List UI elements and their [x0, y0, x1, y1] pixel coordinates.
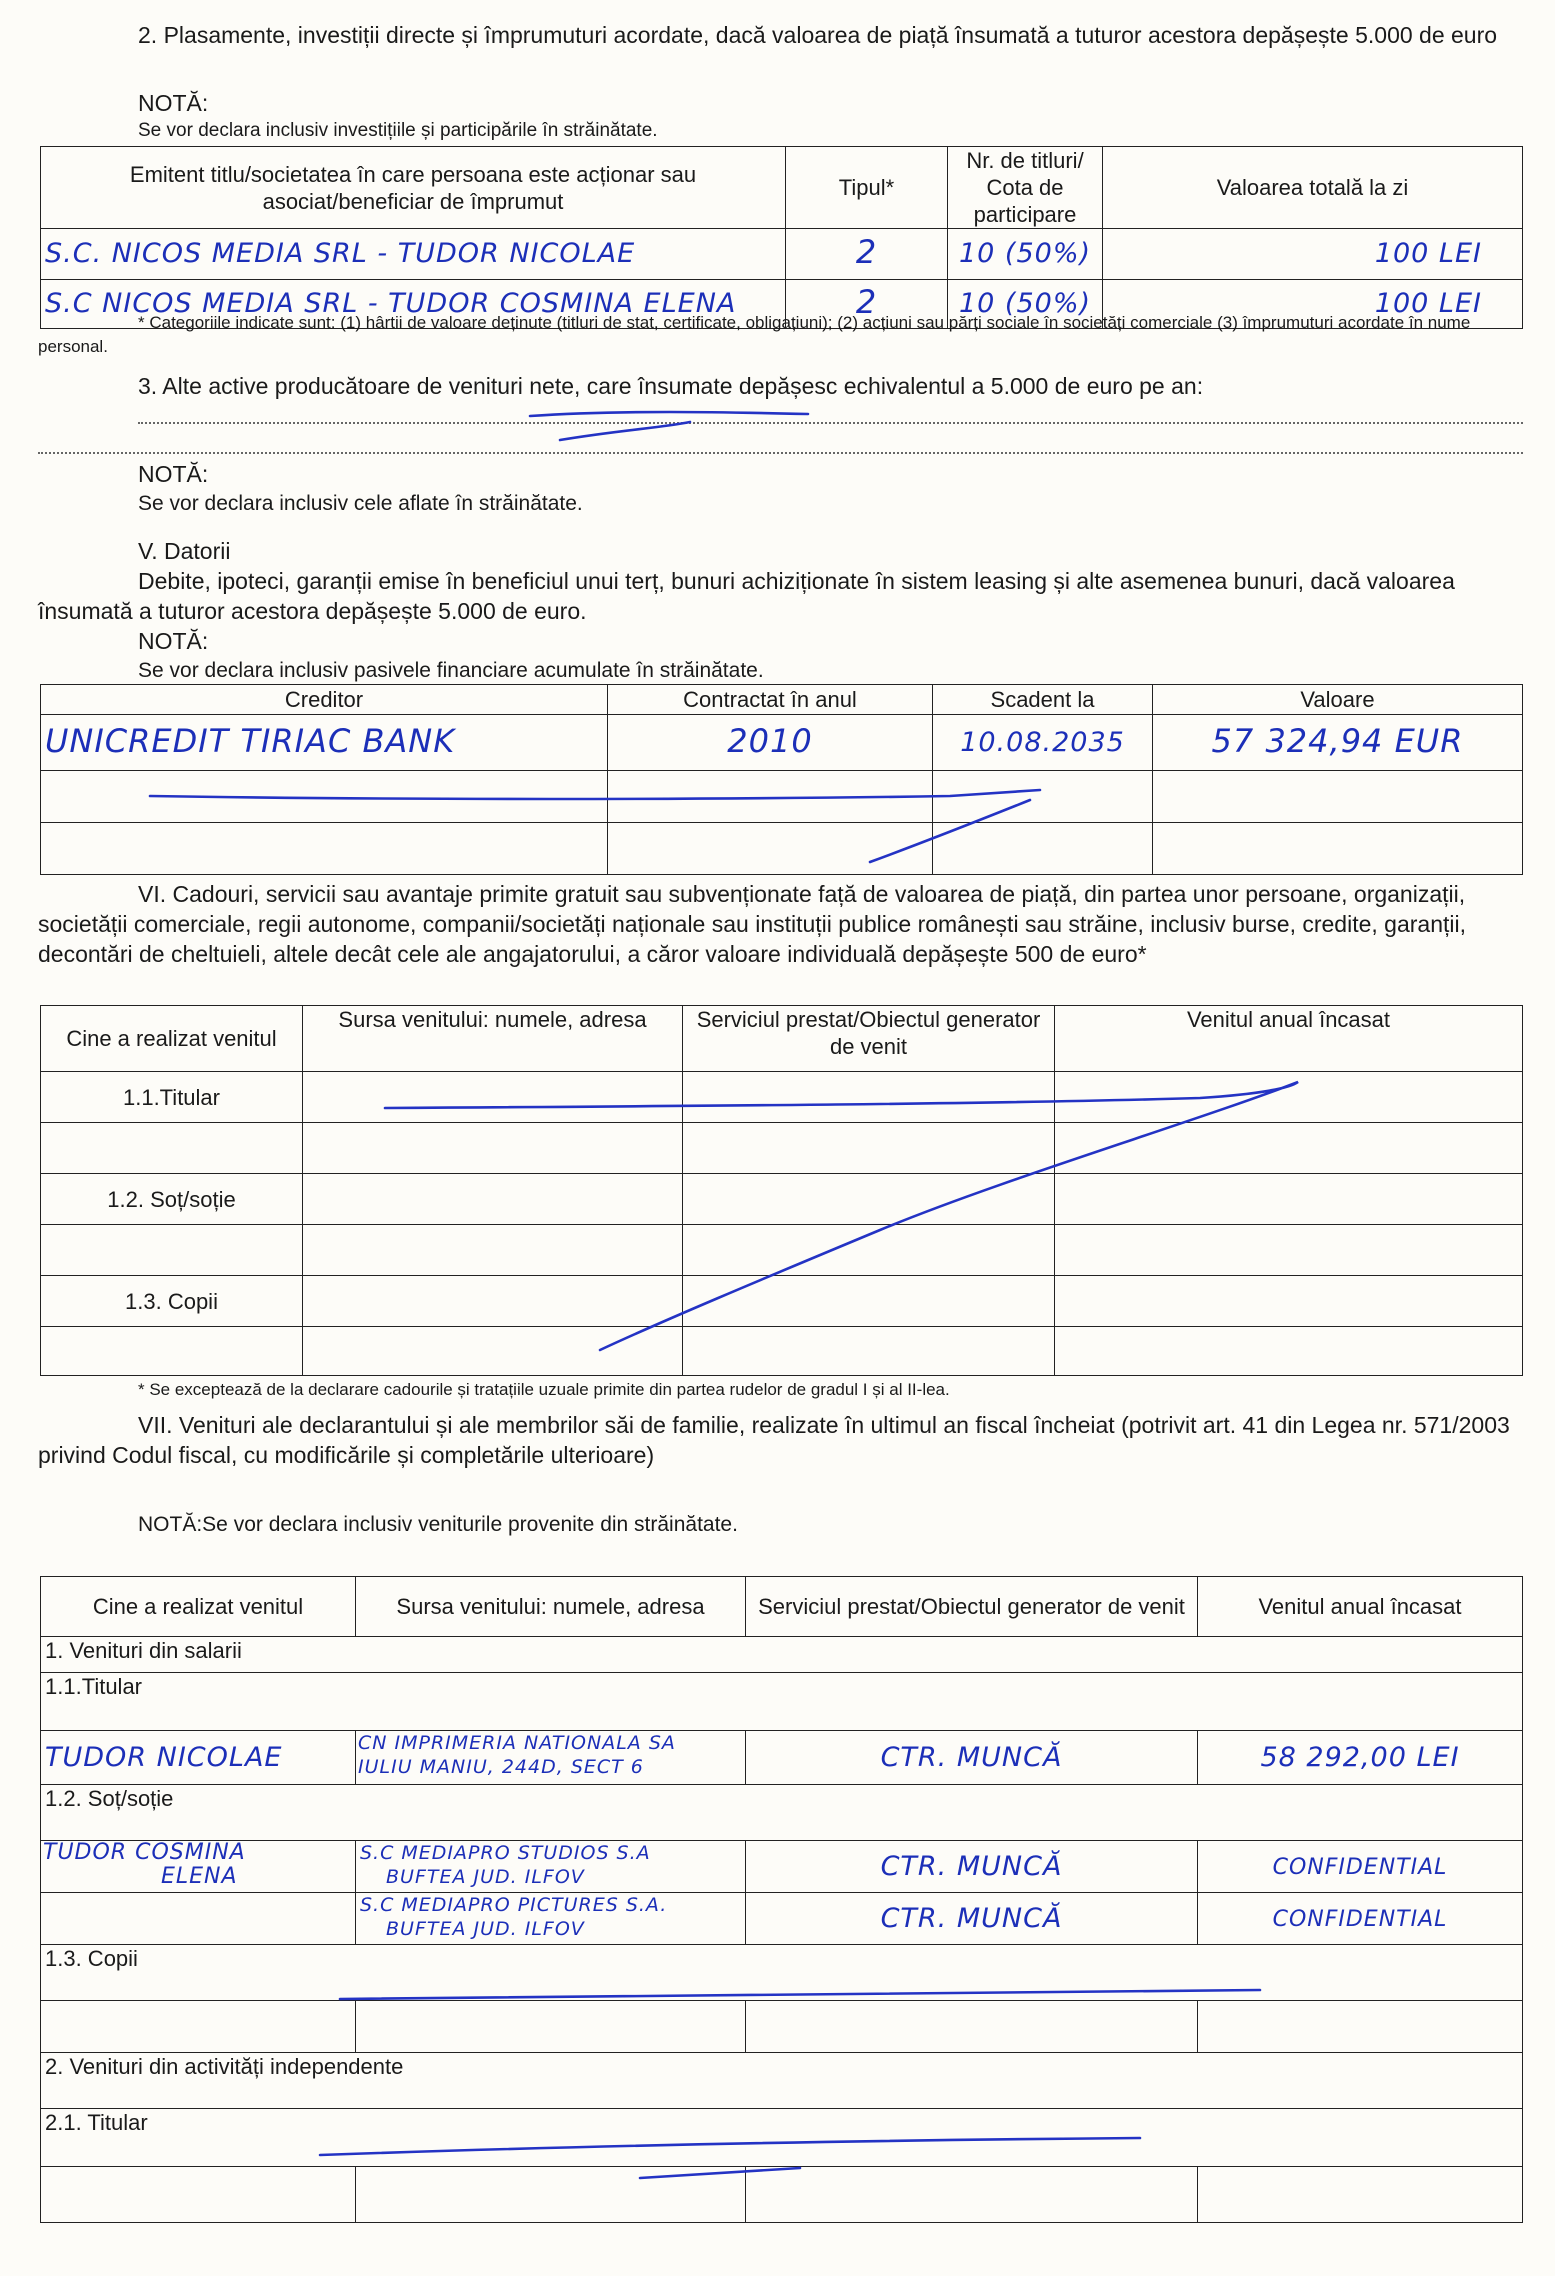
- table-row: [41, 1841, 1523, 1893]
- table-row: [41, 771, 1523, 823]
- handwritten-valoare: 100 LEI: [1374, 238, 1482, 269]
- handwritten-sursa-2: BUFTEA JUD. ILFOV: [386, 1918, 585, 1940]
- table-row: [41, 1327, 1523, 1376]
- table-row: [41, 2001, 1523, 2053]
- table-row: [41, 1225, 1523, 1276]
- row-label-sot: 1.2. Soț/soție: [41, 1174, 303, 1225]
- handwritten-valoare: 57 324,94 EUR: [1211, 721, 1464, 760]
- section-iv3-nota-label: NOTĂ:: [138, 461, 209, 487]
- header-cine: Cine a realizat venitul: [41, 1577, 356, 1637]
- section-iv2-nota-text: Se vor declara inclusiv investițiile și participările în străinătate.: [138, 120, 658, 141]
- label-venituri-independente: 2. Venituri din activități independente: [41, 2053, 1523, 2109]
- handwritten-sursa-1: CN IMPRIMERIA NATIONALA SA: [358, 1732, 676, 1754]
- section-iv2-nota-label: NOTĂ:: [138, 90, 209, 116]
- handwritten-cine-1: TUDOR COSMINA: [43, 1840, 246, 1865]
- row-label-titular: 1.1.Titular: [41, 1072, 303, 1123]
- handwritten-scadent: 10.08.2035: [960, 726, 1125, 758]
- header-emitent: Emitent titlu/societatea în care persoana este acționar sau asociat/beneficiar de împrumut: [41, 147, 786, 229]
- header-valoare: Valoare: [1153, 685, 1523, 715]
- section-v-text: Debite, ipoteci, garanții emise în beneficiul unui terț, bunuri achiziționate în sistem leasing și alte asemenea bunuri, dacă valoarea însumată a tuturor acestora depășește 5.000 de euro.: [38, 568, 1455, 624]
- section-iv2-footnote: * Categoriile indicate sunt: (1) hârtii de valoare deținute (titluri de stat, certificate, obligațiuni); (2) acțiuni sau părți sociale în societăți comerciale (3) împrumuturi acordate în nume personal.: [38, 313, 1471, 356]
- handwritten-nr-titluri: 10 (50%): [958, 288, 1092, 319]
- header-creditor: Creditor: [41, 685, 608, 715]
- row-label-copii: 1.3. Copii: [41, 1276, 303, 1327]
- handwritten-serviciu: CTR. MUNCĂ: [880, 1741, 1063, 1773]
- header-cine: Cine a realizat venitul: [41, 1006, 303, 1072]
- section-vi-text: VI. Cadouri, servicii sau avantaje primite gratuit sau subvenționate față de valoarea de piață, din partea unor persoane, organizații, societății comerciale, regii autonome, companii/societăți naționale sau instituții publice românești sau străine, inclusiv burse, credite, garanții, decontări de cheltuieli, altele decât cele ale angajatorului, a căror valoare individuală depășește 500 de euro*: [38, 881, 1466, 967]
- header-venit: Venitul anual încasat: [1055, 1006, 1523, 1072]
- table-row: [41, 2167, 1523, 2223]
- handwritten-cine-2: ELENA: [161, 1864, 238, 1889]
- label-copii: 1.3. Copii: [41, 1945, 1523, 2001]
- handwritten-tip: 2: [855, 233, 878, 271]
- gifts-table: [40, 1005, 1523, 1376]
- header-sursa: Sursa venitului: numele, adresa: [356, 1577, 746, 1637]
- section-v-nota-text: Se vor declara inclusiv pasivele financiare acumulate în străinătate.: [138, 659, 764, 682]
- section-v-title: V. Datorii: [138, 538, 231, 564]
- income-table: [40, 1576, 1523, 2223]
- section-iv2-text: 2. Plasamente, investiții directe și împrumuturi acordate, dacă valoarea de piață însumată a tuturor acestora depășește 5.000 de euro: [138, 22, 1498, 48]
- handwritten-serviciu: CTR. MUNCĂ: [880, 1902, 1063, 1934]
- header-nr-titluri: Nr. de titluri/ Cota de participare: [948, 147, 1103, 229]
- handwritten-sursa-1: S.C MEDIAPRO PICTURES S.A.: [360, 1894, 668, 1916]
- header-serviciu: Serviciul prestat/Obiectul generator de venit: [746, 1577, 1198, 1637]
- handwritten-tip: 2: [855, 283, 878, 321]
- label-titular-independente: 2.1. Titular: [41, 2109, 1523, 2167]
- label-sot: 1.2. Soț/soție: [41, 1785, 1523, 1841]
- handwritten-sursa-2: IULIU MANIU, 244D, SECT 6: [358, 1756, 644, 1778]
- header-scadent: Scadent la: [933, 685, 1153, 715]
- section-vii-nota: NOTĂ:Se vor declara inclusiv veniturile provenite din străinătate.: [138, 1513, 738, 1536]
- section-iv3-text: 3. Alte active producătoare de venituri nete, care însumate depășesc echivalentul a 5.000 de euro pe an:: [138, 373, 1204, 399]
- table-row: [41, 229, 1523, 280]
- handwritten-venit: CONFIDENTIAL: [1272, 1854, 1448, 1880]
- handwritten-serviciu: CTR. MUNCĂ: [880, 1850, 1063, 1882]
- table-row: [41, 1731, 1523, 1785]
- handwritten-valoare: 100 LEI: [1374, 288, 1482, 319]
- handwritten-nr-titluri: 10 (50%): [958, 238, 1092, 269]
- handwritten-sursa-1: S.C MEDIAPRO STUDIOS S.A: [360, 1842, 651, 1864]
- section-vi-footnote: * Se exceptează de la declarare cadourile și tratațiile uzuale primite din partea rudelor de gradul I și al II-lea.: [138, 1380, 950, 1399]
- handwritten-venit: CONFIDENTIAL: [1272, 1906, 1448, 1932]
- dotted-line: [138, 422, 1523, 424]
- handwritten-creditor: UNICREDIT TIRIAC BANK: [45, 721, 456, 760]
- header-tipul: Tipul*: [786, 147, 948, 229]
- table-row: [41, 1276, 1523, 1327]
- debts-table: [40, 684, 1523, 875]
- header-venit: Venitul anual încasat: [1198, 1577, 1523, 1637]
- handwritten-cine: TUDOR NICOLAE: [45, 1741, 283, 1773]
- strike-line-iv3: [530, 412, 808, 440]
- header-serviciu: Serviciul prestat/Obiectul generator de venit: [683, 1006, 1055, 1072]
- handwritten-emitent: S.C NICOS MEDIA SRL - TUDOR COSMINA ELENA: [45, 288, 737, 319]
- table-row: [41, 823, 1523, 875]
- dotted-line: [38, 452, 1523, 454]
- section-vii-text: VII. Venituri ale declarantului și ale membrilor săi de familie, realizate în ultimul an fiscal încheiat (potrivit art. 41 din Legea nr. 571/2003 privind Codul fiscal, cu modificările și completările ulterioare): [38, 1412, 1510, 1468]
- label-venituri-salarii: 1. Venituri din salarii: [41, 1637, 1523, 1673]
- table-row: [41, 1072, 1523, 1123]
- handwritten-contractat: 2010: [727, 721, 813, 760]
- handwritten-sursa-2: BUFTEA JUD. ILFOV: [386, 1866, 585, 1888]
- handwritten-venit: 58 292,00 LEI: [1260, 1741, 1460, 1773]
- handwritten-emitent: S.C. NICOS MEDIA SRL - TUDOR NICOLAE: [45, 238, 636, 269]
- label-titular: 1.1.Titular: [41, 1673, 1523, 1731]
- header-contractat: Contractat în anul: [608, 685, 933, 715]
- header-valoare-totala: Valoarea totală la zi: [1103, 147, 1523, 229]
- investments-table: [40, 146, 1523, 329]
- table-row: [41, 715, 1523, 771]
- header-sursa: Sursa venitului: numele, adresa: [303, 1006, 683, 1072]
- section-v-nota-label: NOTĂ:: [138, 628, 209, 654]
- table-row: [41, 1123, 1523, 1174]
- table-row: [41, 1893, 1523, 1945]
- section-iv3-nota-text: Se vor declara inclusiv cele aflate în străinătate.: [138, 492, 583, 515]
- table-row: [41, 1174, 1523, 1225]
